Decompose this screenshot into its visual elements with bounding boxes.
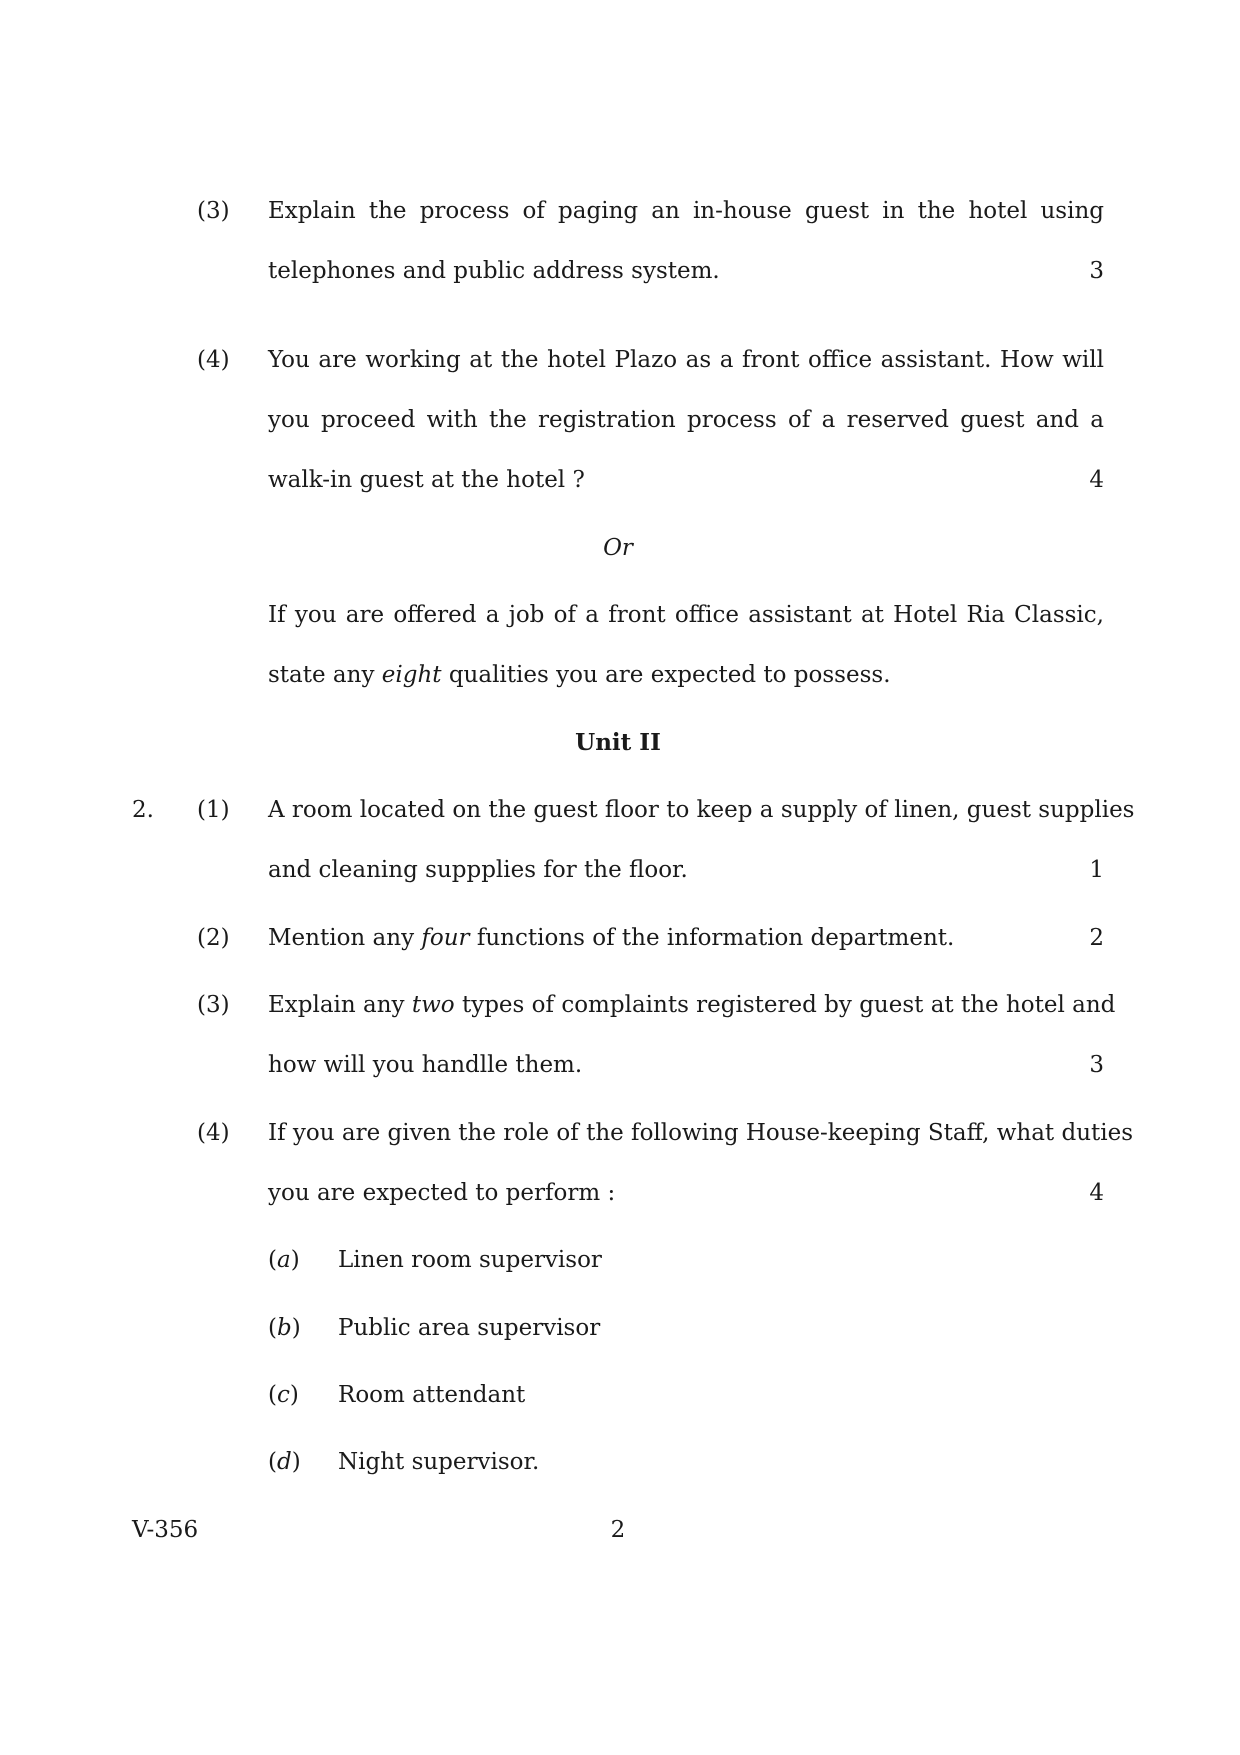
subitem-d-label: (d) [268, 1449, 301, 1475]
q2-item3-line1 [268, 990, 1116, 1020]
q1-alt-line2-pre: state any [268, 662, 382, 688]
q1-item3-line1: Explain the process of paging an in-house guest in the hotel using [268, 198, 1104, 224]
q1-item4-line2: you proceed with the registration process of a reserved guest and a [268, 407, 1104, 433]
q1-item4-line3: walk-in guest at the hotel ? [268, 467, 585, 493]
q1-alt-line2 [268, 660, 891, 690]
q2-item1-line1: A room located on the guest floor to keep a supply of linen, guest supplies [268, 797, 1135, 823]
q2-item2-emphasis: four [421, 925, 470, 951]
q2-item4-line1: If you are given the role of the following House-keeping Staff, what duties [268, 1120, 1134, 1146]
subitem-a-text: Linen room supervisor [338, 1247, 602, 1273]
q2-item1-number: (1) [197, 797, 230, 823]
q2-item3-marks: 3 [1089, 1052, 1104, 1078]
or-label: Or [603, 535, 633, 561]
q2-item2-marks: 2 [1089, 925, 1104, 951]
q2-item3-number: (3) [197, 992, 230, 1018]
q2-item2-post: functions of the information department. [469, 925, 955, 951]
q2-item4-marks: 4 [1089, 1180, 1104, 1206]
footer-code: V-356 [132, 1517, 199, 1543]
q1-alt-line2-post: qualities you are expected to possess. [441, 662, 891, 688]
q1-item3-number: (3) [197, 198, 230, 224]
q1-alt-line1: If you are offered a job of a front office assistant at Hotel Ria Classic, [268, 602, 1104, 628]
q2-item2-pre: Mention any [268, 925, 422, 951]
subitem-b-label: (b) [268, 1315, 301, 1341]
q2-item4-number: (4) [197, 1120, 230, 1146]
q2-item4-line2: you are expected to perform : [268, 1180, 616, 1206]
q1-item4-line1: You are working at the hotel Plazo as a front office assistant. How will [268, 347, 1104, 373]
subitem-b-text: Public area supervisor [338, 1315, 601, 1341]
subitem-c-letter: c [276, 1382, 290, 1408]
subitem-c-label: (c) [268, 1382, 299, 1408]
q2-item2-number: (2) [197, 925, 230, 951]
q2-item3-line2: how will you handlle them. [268, 1052, 583, 1078]
q2-item3-emphasis: two [411, 992, 455, 1018]
subitem-b-letter: b [276, 1315, 292, 1341]
q1-item3-marks: 3 [1089, 258, 1104, 284]
subitem-c-text: Room attendant [338, 1382, 526, 1408]
q2-item3-pre: Explain any [268, 992, 412, 1018]
subitem-d-text: Night supervisor. [338, 1449, 540, 1475]
q2-number: 2. [132, 797, 154, 823]
q1-item4-number: (4) [197, 347, 230, 373]
subitem-a-letter: a [276, 1247, 291, 1273]
q1-alt-line2-emphasis: eight [381, 662, 442, 688]
q2-item2-text [268, 923, 954, 953]
footer-page-number: 2 [610, 1517, 626, 1543]
q2-item1-line2: and cleaning suppplies for the floor. [268, 857, 688, 883]
q2-item1-marks: 1 [1089, 857, 1104, 883]
q1-item3-line2: telephones and public address system. [268, 258, 720, 284]
subitem-d-letter: d [276, 1449, 292, 1475]
q2-item3-post: types of complaints registered by guest at the hotel and [454, 992, 1116, 1018]
q1-item4-marks: 4 [1089, 467, 1104, 493]
subitem-a-label: (a) [268, 1247, 300, 1273]
unit-heading: Unit II [575, 729, 661, 756]
